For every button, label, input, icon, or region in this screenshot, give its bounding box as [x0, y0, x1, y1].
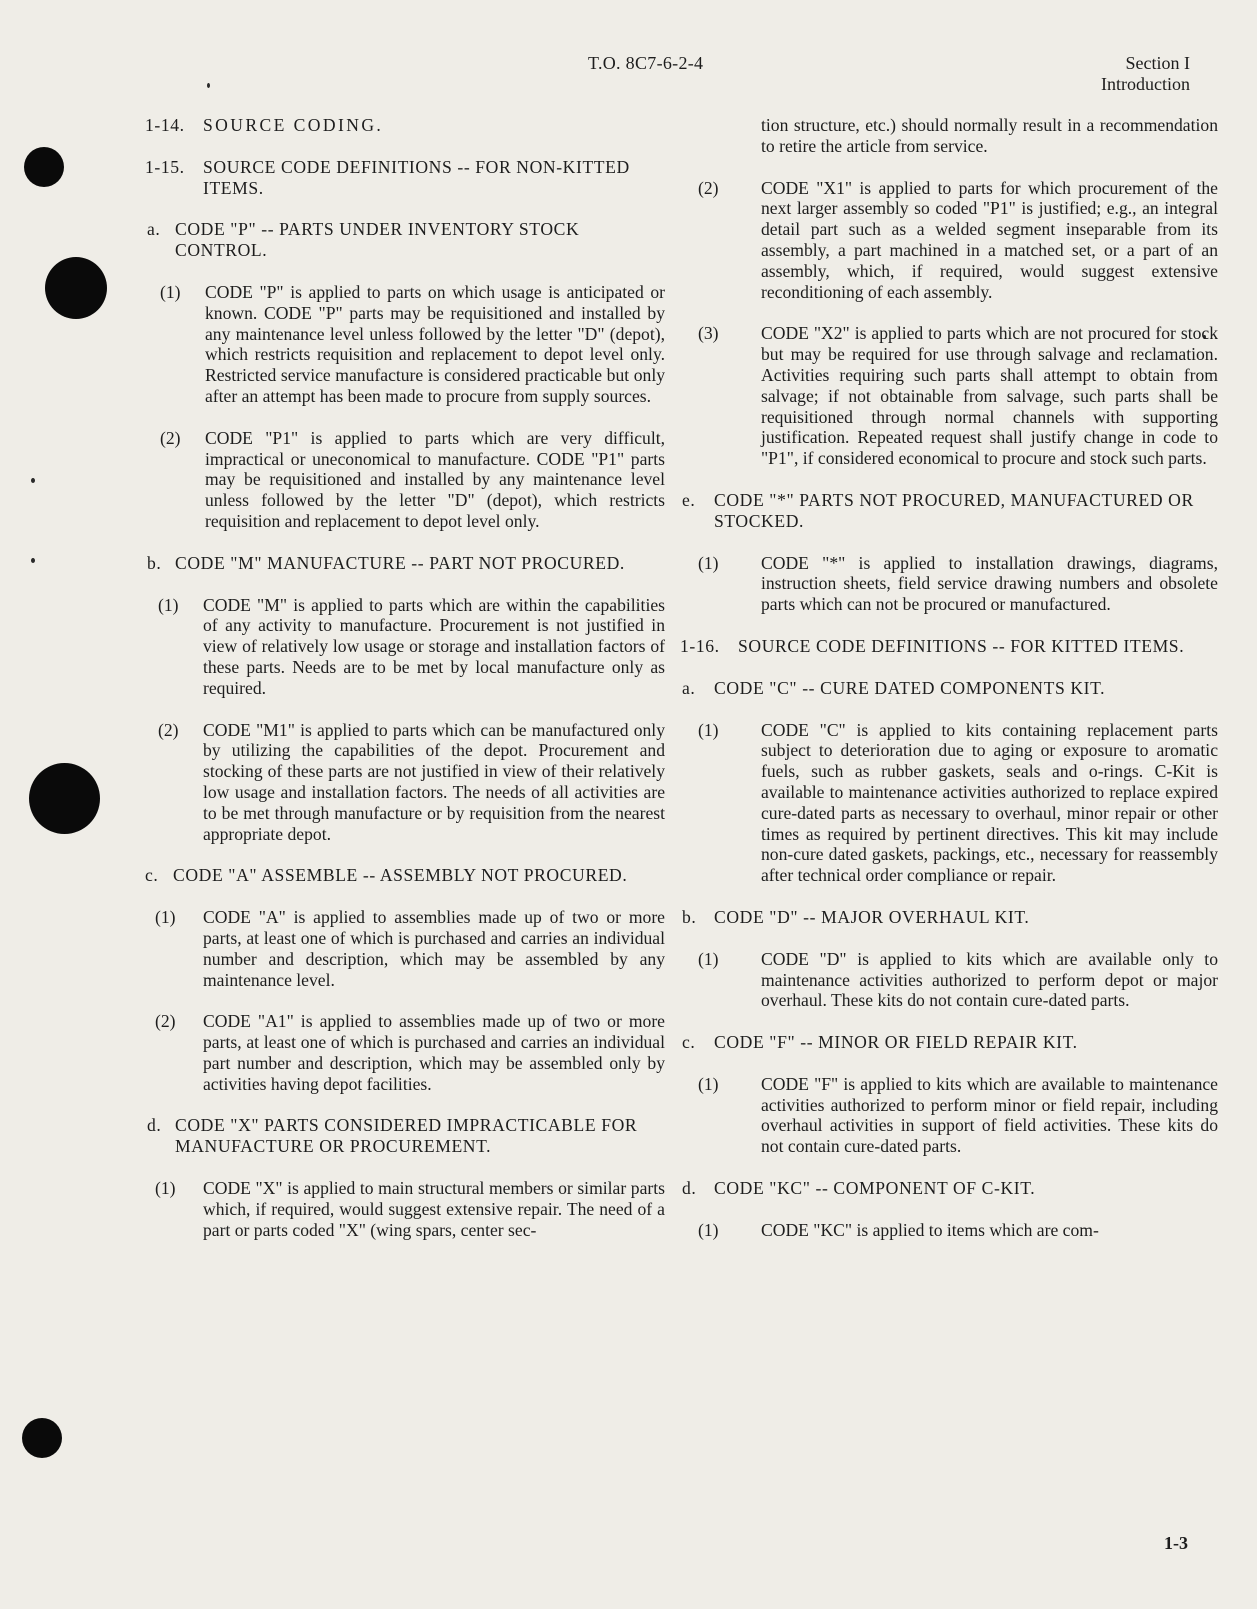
subparagraph-title: CODE "P" -- PARTS UNDER INVENTORY STOCK CONTROL. — [175, 219, 580, 261]
item-number: (1) — [698, 552, 719, 573]
subparagraph-label: a. — [682, 677, 696, 698]
item-text: CODE "A1" is applied to assemblies made up of two or more parts, at least one of which is purchased and carries an individual part number and description, which may be assembled only by activities having depot facilities. — [203, 1011, 665, 1094]
subparagraph-label: d. — [682, 1178, 697, 1199]
subparagraph-title: CODE "M" MANUFACTURE -- PART NOT PROCURED. — [175, 552, 625, 573]
item-number: (1) — [698, 1073, 719, 1094]
subparagraph-label: a. — [147, 219, 161, 240]
item-text: CODE "X1" is applied to parts for which procurement of the next larger assembly so coded "P1" is justified; e.g., an integral detail part such as a welded segment inseparable from its assembly, a part machined in a matched set, or a part of an assembly, which, if required, would suggest extensive reconditioning of each assembly. — [761, 177, 1218, 302]
speck — [31, 558, 35, 563]
subparagraph-heading — [682, 678, 1218, 699]
item-text: CODE "C" is applied to kits containing replacement parts subject to deterioration due to aging or exposure to aromatic fuels, such as rubber gaskets, seals and o-rings. C-Kit is available to maintenance activities authorized to replace expired cure-dated parts as necessary to overhaul, minor repair or other times as required by pertinent directives. This kit may include non-cure dated gaskets, packings, etc., necessary for reassembly after technical order compliance or repair. — [761, 719, 1218, 886]
subparagraph-label: b. — [147, 552, 162, 573]
subparagraph-heading — [145, 1115, 665, 1157]
list-item — [145, 595, 665, 699]
subparagraph-title: CODE "X" PARTS CONSIDERED IMPRACTICABLE FOR MANUFACTURE OR PROCUREMENT. — [175, 1115, 638, 1157]
item-number: (1) — [160, 281, 181, 302]
item-number: (2) — [158, 719, 179, 740]
list-item — [698, 949, 1218, 1011]
paragraph-number: 1-15. — [145, 156, 185, 177]
subparagraph-heading — [145, 219, 665, 261]
item-text: CODE "M1" is applied to parts which can be manufactured only by utilizing the capabilities of the depot. Procurement and stocking of these parts are not justified in view of their relatively low usage and installation factors. The needs of all activities are to be met through manufacture or by requisition from the nearest appropriate depot. — [203, 719, 665, 844]
left-column — [145, 115, 665, 1261]
list-item — [698, 323, 1218, 469]
subparagraph-heading — [682, 1178, 1218, 1199]
item-text: CODE "D" is applied to kits which are available only to maintenance activities authorized to perform depot or major overhaul. These kits do not contain cure-dated parts. — [761, 948, 1218, 1011]
item-number: (1) — [155, 907, 176, 928]
paragraph-1-14-heading — [145, 115, 665, 136]
item-number: (2) — [155, 1011, 176, 1032]
list-item — [698, 720, 1218, 886]
paragraph-title: SOURCE CODING. — [203, 115, 384, 135]
speck — [207, 83, 210, 88]
item-number: (2) — [698, 177, 719, 198]
item-number: (3) — [698, 323, 719, 344]
item-text: CODE "P" is applied to parts on which usage is anticipated or known. CODE "P" parts may be requisitioned and installed by any maintenance level unless followed by the letter "D" (depot), which restricts requisition and replacement to depot level only. Restricted service manufacture is considered practicable but only after an attempt has been made to procure from supply sources. — [205, 281, 665, 406]
item-text: CODE "X" is applied to main structural members or similar parts which, if required, would suggest extensive repair. The need of a part or parts coded "X" (wing spars, center sec- — [203, 1178, 665, 1240]
paragraph-1-15-heading — [145, 157, 665, 199]
list-item — [698, 1220, 1218, 1241]
binder-hole — [45, 257, 107, 319]
paragraph-1-16-heading — [680, 636, 1218, 657]
subparagraph-label: c. — [145, 865, 159, 886]
subparagraph-label: d. — [147, 1115, 162, 1136]
subparagraph-title: CODE "F" -- MINOR OR FIELD REPAIR KIT. — [714, 1032, 1078, 1053]
continued-text: tion structure, etc.) should normally result in a recommendation to retire the article from service. — [761, 115, 1218, 156]
item-number: (1) — [698, 1219, 719, 1240]
item-number: (1) — [158, 594, 179, 615]
list-item — [698, 553, 1218, 615]
list-item — [145, 1011, 665, 1094]
binder-hole — [29, 763, 100, 834]
item-text: CODE "M" is applied to parts which are within the capabilities of any activity to manufacture. Procurement is not justified in view of relatively low usage or storage and installation factors of these parts. Needs are to be met by local manufacture only as required. — [203, 594, 665, 698]
item-number: (1) — [698, 719, 719, 740]
item-text: CODE "A" is applied to assemblies made up of two or more parts, at least one of which is purchased and carries an individual number and description, which may be assembled by any maintenance level. — [203, 907, 665, 990]
paragraph-title: SOURCE CODE DEFINITIONS -- FOR NON-KITTED ITEMS. — [203, 156, 630, 198]
list-item — [145, 428, 665, 532]
list-item — [145, 720, 665, 845]
subparagraph-heading — [682, 1032, 1218, 1053]
subparagraph-heading — [145, 553, 665, 574]
subparagraph-title: CODE "A" ASSEMBLE -- ASSEMBLY NOT PROCURED. — [173, 865, 628, 886]
item-text: CODE "KC" is applied to items which are com- — [761, 1219, 1099, 1240]
section-header — [1101, 53, 1190, 95]
item-text: CODE "F" is applied to kits which are available to maintenance activities authorized to perform minor or field repair, including overhaul activities in support of field activities. These kits do not contain cure-dated parts. — [761, 1073, 1218, 1157]
section-label: Section I — [1125, 53, 1190, 73]
subparagraph-title: CODE "KC" -- COMPONENT OF C-KIT. — [714, 1178, 1036, 1199]
binder-hole — [22, 1418, 62, 1458]
subparagraph-label: b. — [682, 906, 697, 927]
speck — [31, 478, 35, 483]
list-item — [698, 1074, 1218, 1157]
page-number: 1-3 — [1164, 1533, 1188, 1553]
item-number: (1) — [698, 948, 719, 969]
subparagraph-title: CODE "*" PARTS NOT PROCURED, MANUFACTURED OR STOCKED. — [714, 489, 1194, 531]
subparagraph-label: c. — [682, 1032, 696, 1053]
item-text: CODE "X2" is applied to parts which are not procured for stock but may be required for use through salvage and reclamation. Activities requiring such parts shall attempt to obtain from salvage; if not obtainable from salvage, such parts shall be requisitioned through normal channels with supporting justification. Repeated request shall justify change in code to "P1", if considered economical to procure and stock such parts. — [761, 323, 1218, 469]
list-item — [145, 1178, 665, 1240]
subparagraph-heading — [145, 865, 665, 886]
paragraph-title: SOURCE CODE DEFINITIONS -- FOR KITTED ITEMS. — [738, 635, 1185, 656]
document-number: T.O. 8C7-6-2-4 — [588, 53, 704, 73]
subparagraph-title: CODE "C" -- CURE DATED COMPONENTS KIT. — [714, 677, 1106, 698]
section-title: Introduction — [1101, 74, 1190, 94]
list-item — [145, 282, 665, 407]
subparagraph-heading — [682, 490, 1218, 532]
subparagraph-title: CODE "D" -- MAJOR OVERHAUL KIT. — [714, 906, 1030, 927]
binder-hole — [24, 147, 64, 187]
item-text: CODE "*" is applied to installation drawings, diagrams, instruction sheets, field service drawing numbers and obsolete parts which can not be procured or manufactured. — [761, 552, 1218, 615]
item-number: (2) — [160, 427, 181, 448]
item-number: (1) — [155, 1178, 176, 1199]
paragraph-number: 1-14. — [145, 115, 185, 135]
list-item — [145, 907, 665, 990]
subparagraph-heading — [682, 907, 1218, 928]
paragraph-number: 1-16. — [680, 635, 720, 656]
right-column — [680, 115, 1218, 1262]
subparagraph-label: e. — [682, 489, 696, 510]
list-item — [698, 178, 1218, 303]
item-text: CODE "P1" is applied to parts which are very difficult, impractical or uneconomical to manufacture. CODE "P1" parts may be requisitioned and installed by any maintenance level unless followed by the letter "D" (depot), which restricts requisition and replacement to depot level only. — [205, 427, 665, 531]
